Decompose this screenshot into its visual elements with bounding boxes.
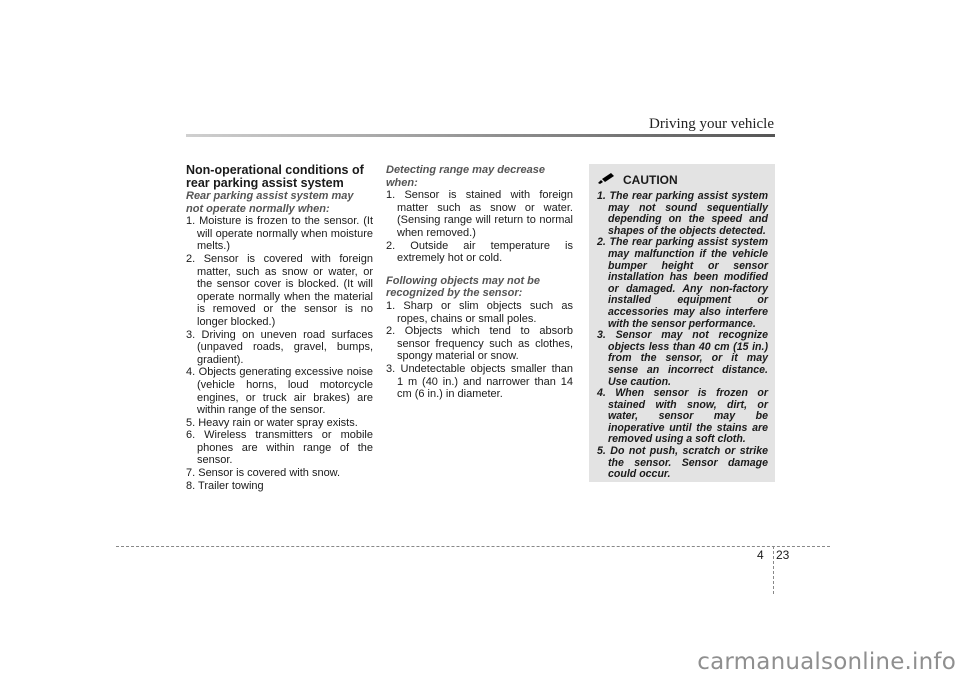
list-item: 3. Undetectable objects smaller than 1 m (40 in.) and narrower than 14 cm (6 in.) in diameter. xyxy=(386,362,573,401)
pencil-icon xyxy=(597,171,617,189)
subheading-not-operate: Rear parking assist system may not operate normally when: xyxy=(186,190,354,215)
section-heading: Non-operational conditions of rear parking assist system xyxy=(186,163,364,190)
subheading-not-recognized: Following objects may not be recognized by the sensor: xyxy=(386,274,541,300)
list-item: 7. Sensor is covered with snow. xyxy=(186,467,341,480)
caution-item: 2. The rear parking assist system may malfunction if the vehicle bumper height or sensor installation has been modified or damaged. Any non-factory installed equipment or accessories may also interfere with the sensor performance. xyxy=(597,236,768,330)
conditions-list xyxy=(186,215,373,492)
list-item: 5. Heavy rain or water spray exists. xyxy=(186,416,358,429)
list-item: 1. Moisture is frozen to the sensor. (It will operate normally when moisture melts.) xyxy=(186,215,373,253)
caution-header xyxy=(597,171,768,189)
list-item: 8. Trailer towing xyxy=(186,479,264,492)
list-item: 1. Sensor is stained with foreign matter such as snow or water. (Sensing range will return to normal when removed.) xyxy=(386,189,573,239)
list-item: 6. Wireless transmitters or mobile phones are within range of the sensor. xyxy=(186,429,373,467)
column-left xyxy=(186,164,373,492)
caution-box xyxy=(589,164,775,482)
list-item: 4. Objects generating excessive noise (vehicle horns, loud motorcycle engines, or truck air brakes) are within range of the sensor. xyxy=(186,366,373,417)
footer-rule xyxy=(116,546,830,547)
list-item: 1. Sharp or slim objects such as ropes, chains or small poles. xyxy=(386,299,573,325)
caution-item: 4. When sensor is frozen or stained with snow, dirt, or water, sensor may be inoperative until the stains are removed using a soft cloth. xyxy=(597,387,768,446)
caution-list xyxy=(597,191,768,481)
objects-list xyxy=(386,300,573,401)
list-item: 3. Driving on uneven road surfaces (unpaved roads, gravel, bumps, gradient). xyxy=(186,328,373,366)
section-title: Driving your vehicle xyxy=(649,116,774,132)
chapter-number: 4 xyxy=(757,548,764,562)
range-list xyxy=(386,189,573,265)
page-number: 23 xyxy=(776,548,790,562)
spacer xyxy=(386,265,573,275)
subheading-range-decrease: Detecting range may decrease when: xyxy=(386,164,545,189)
list-item: 2. Objects which tend to absorb sensor frequency such as clothes, spongy material or snow. xyxy=(386,325,573,363)
caution-item: 3. Sensor may not recognize objects less than 40 cm (15 in.) from the sensor, or it may sense an incorrect distance. Use caution. xyxy=(597,329,768,388)
caution-title: CAUTION xyxy=(623,173,678,187)
list-item: 2. Sensor is covered with foreign matter, such as snow or water, or the sensor cover is blocked. (It will operate normally when the material is removed or the sensor is no longer blocked.) xyxy=(186,252,373,328)
page-number-divider xyxy=(773,546,774,594)
column-middle xyxy=(386,164,573,401)
list-item: 2. Outside air temperature is extremely hot or cold. xyxy=(386,239,573,265)
watermark: carmanualsonline.info xyxy=(697,649,956,675)
header-rule xyxy=(186,134,775,137)
caution-item: 5. Do not push, scratch or strike the sensor. Sensor damage could occur. xyxy=(597,445,768,481)
caution-item: 1. The rear parking assist system may not sound sequentially depending on the speed and shapes of the objects detected. xyxy=(597,190,768,237)
